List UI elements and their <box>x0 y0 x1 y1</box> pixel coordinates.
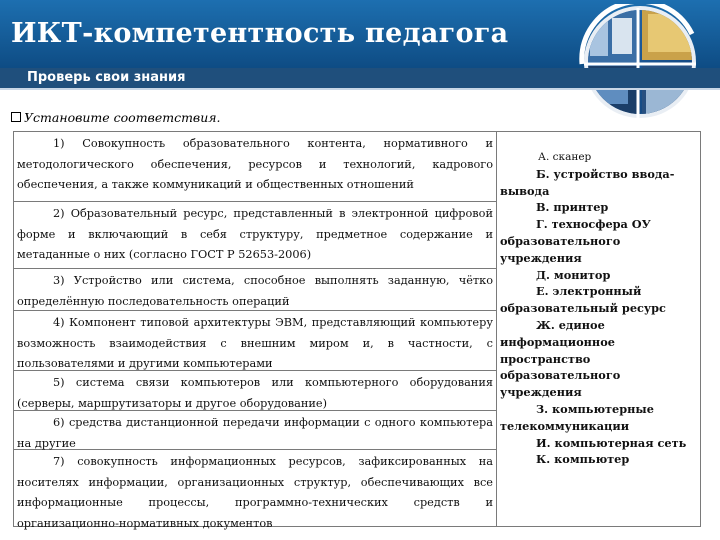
option-item: Е. электронный образовательный ресурс <box>500 284 666 316</box>
option-item: Б. устройство ввода-вывода <box>500 166 675 198</box>
option-item: И. компьютерная сеть <box>536 435 687 450</box>
checkbox-bullet-icon <box>11 112 21 122</box>
definition-row: 1) Совокупность образовательного контента, нормативного и методологического обеспечения, ресурсов и технологий, кадрового обеспечения, а также коммуникаций и общественных отношений <box>14 132 496 202</box>
option-item: К. компьютер <box>536 452 630 467</box>
definition-row: 3) Устройство или система, способное выполнять заданную, чётко определённую последовательность операций <box>14 269 496 311</box>
collage-logo <box>572 4 714 124</box>
option-item: В. принтер <box>536 200 609 215</box>
instruction-text: Установите соответствия. <box>24 110 221 125</box>
option-item: Г. техносфера ОУ образовательного учреждения <box>500 217 651 265</box>
option-item: Ж. единое информационное пространство образовательного учреждения <box>500 317 621 400</box>
page-title: ИКТ-компетентность педагога <box>11 18 509 49</box>
definition-row: 6) средства дистанционной передачи информации с одного компьютера на другие <box>14 411 496 450</box>
subtitle: Проверь свои знания <box>27 70 186 85</box>
definition-row: 4) Компонент типовой архитектуры ЭВМ, представляющий компьютеру возможность взаимодействия с внешним миром и, в частности, с пользователями и другими компьютерами <box>14 311 496 371</box>
matching-table <box>13 131 701 530</box>
definition-row: 2) Образовательный ресурс, представленный в электронной цифровой форме и включающий в себя структуру, предметное содержание и метаданные о них (согласно ГОСТ Р 52653-2006) <box>14 202 496 269</box>
option-item: Д. монитор <box>536 267 611 282</box>
divider <box>0 88 720 90</box>
definition-row: 5) система связи компьютеров или компьютерного оборудования (серверы, маршрутизаторы и другое оборудование) <box>14 371 496 411</box>
options-column <box>500 149 698 468</box>
subtitle-bar <box>0 68 720 88</box>
option-item: А. сканер <box>538 151 592 163</box>
definitions-column <box>14 132 497 530</box>
definition-row: 7) совокупность информационных ресурсов, зафиксированных на носителях информации, организационных структур, обеспечивающих все информационные процессы, программно-технических средств и организационно-нормативных документов <box>17 455 493 530</box>
option-item: З. компьютерные телекоммуникации <box>500 401 654 433</box>
task-instruction <box>11 110 221 125</box>
